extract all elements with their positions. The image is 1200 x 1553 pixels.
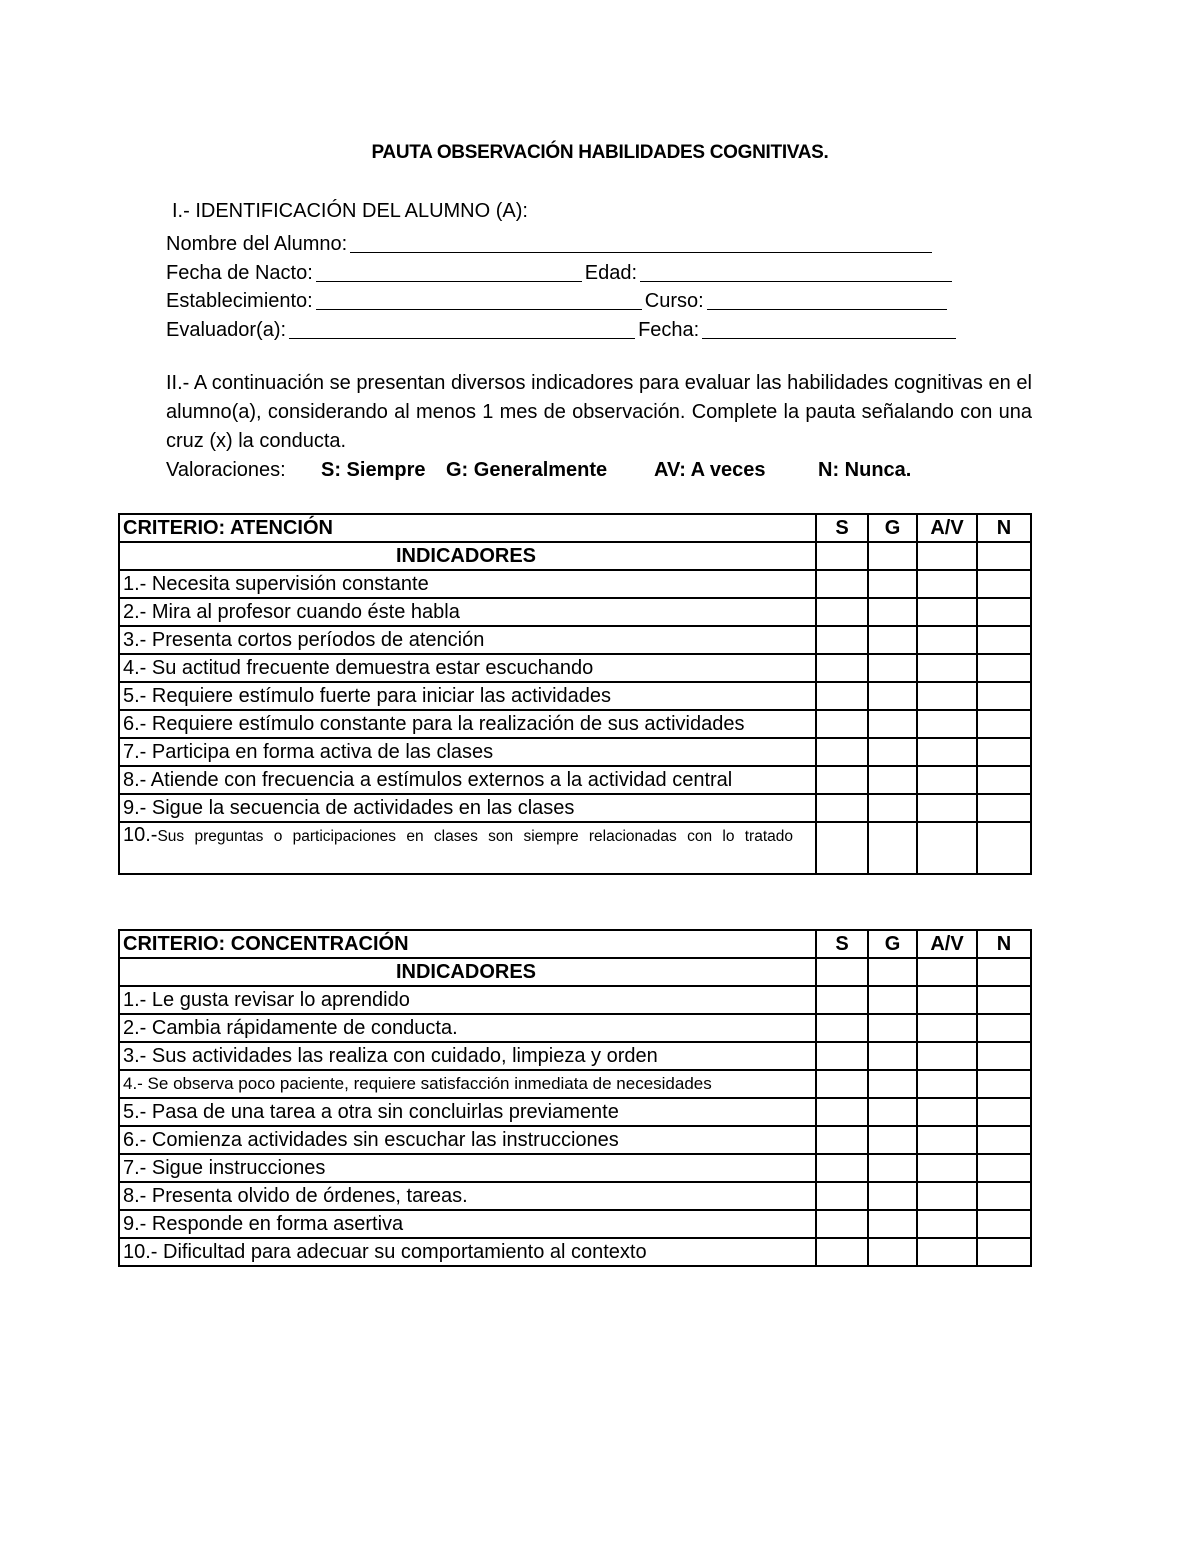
table-row: [119, 626, 1031, 654]
rating-cell[interactable]: [868, 1070, 917, 1098]
rating-cell[interactable]: [977, 822, 1031, 874]
rating-cell: [917, 542, 977, 570]
birth-date-field[interactable]: [316, 261, 582, 282]
rating-cell: [816, 958, 868, 986]
rating-cell[interactable]: [917, 738, 977, 766]
concentration-table: [118, 929, 1032, 1267]
rating-cell[interactable]: [816, 766, 868, 794]
rating-cell[interactable]: [816, 1014, 868, 1042]
page-title: PAUTA OBSERVACIÓN HABILIDADES COGNITIVAS.: [371, 142, 829, 163]
rating-cell[interactable]: [917, 822, 977, 874]
col-av: A/V: [917, 514, 977, 542]
indicator-text: 9.- Sigue la secuencia de actividades en las clases: [119, 794, 816, 822]
rating-cell[interactable]: [816, 822, 868, 874]
rating-cell[interactable]: [816, 738, 868, 766]
rating-cell[interactable]: [868, 1210, 917, 1238]
indicator-text: 1.- Necesita supervisión constante: [119, 570, 816, 598]
table-row: [119, 986, 1031, 1014]
rating-cell[interactable]: [868, 570, 917, 598]
rating-cell[interactable]: [816, 1210, 868, 1238]
rating-cell[interactable]: [816, 794, 868, 822]
rating-cell[interactable]: [816, 1126, 868, 1154]
rating-cell[interactable]: [917, 766, 977, 794]
rating-cell[interactable]: [917, 1238, 977, 1266]
rating-cell: [917, 958, 977, 986]
table-row: [119, 1042, 1031, 1070]
rating-cell[interactable]: [977, 710, 1031, 738]
rating-cell[interactable]: [917, 710, 977, 738]
rating-cell[interactable]: [977, 598, 1031, 626]
rating-cell[interactable]: [868, 682, 917, 710]
rating-cell[interactable]: [868, 1154, 917, 1182]
rating-cell[interactable]: [816, 1070, 868, 1098]
col-av: A/V: [917, 930, 977, 958]
table-row: [119, 1238, 1031, 1266]
table-row: [119, 682, 1031, 710]
indicator-text: 3.- Presenta cortos períodos de atención: [119, 626, 816, 654]
attention-criterion: CRITERIO: ATENCIÓN: [119, 514, 816, 542]
col-n: N: [977, 930, 1031, 958]
rating-cell[interactable]: [816, 570, 868, 598]
indicator-text: 6.- Requiere estímulo constante para la realización de sus actividades: [119, 710, 816, 738]
indicator-text: 2.- Mira al profesor cuando éste habla: [119, 598, 816, 626]
course-label: Curso:: [644, 290, 704, 312]
indicator-text: 5.- Requiere estímulo fuerte para iniciar las actividades: [119, 682, 816, 710]
course-field[interactable]: [707, 289, 947, 310]
rating-cell[interactable]: [977, 1126, 1031, 1154]
table-row: [119, 822, 1031, 874]
concentration-criterion: CRITERIO: CONCENTRACIÓN: [119, 930, 816, 958]
rating-s: S: Siempre: [321, 459, 426, 481]
rating-cell[interactable]: [917, 794, 977, 822]
indicator-text: 9.- Responde en forma asertiva: [119, 1210, 816, 1238]
school-label: Establecimiento:: [166, 290, 313, 312]
rating-cell: [816, 542, 868, 570]
student-name-field[interactable]: [350, 232, 932, 253]
rating-cell[interactable]: [917, 654, 977, 682]
rating-cell[interactable]: [816, 710, 868, 738]
rating-g: G: Generalmente: [446, 459, 608, 481]
indicator-number: 10.-: [123, 824, 158, 846]
rating-cell[interactable]: [977, 1014, 1031, 1042]
indicator-text: 1.- Le gusta revisar lo aprendido: [119, 986, 816, 1014]
rating-cell[interactable]: [868, 598, 917, 626]
rating-cell[interactable]: [977, 794, 1031, 822]
rating-cell[interactable]: [917, 1098, 977, 1126]
rating-cell[interactable]: [868, 738, 917, 766]
date-label: Fecha:: [638, 319, 700, 341]
rating-cell[interactable]: [816, 1098, 868, 1126]
rating-cell[interactable]: [816, 654, 868, 682]
indicator-text: 3.- Sus actividades las realiza con cuidado, limpieza y orden: [119, 1042, 816, 1070]
rating-cell[interactable]: [977, 738, 1031, 766]
rating-cell[interactable]: [816, 986, 868, 1014]
date-field[interactable]: [702, 318, 956, 339]
rating-cell[interactable]: [917, 1070, 977, 1098]
rating-cell[interactable]: [917, 1154, 977, 1182]
indicator-text: 8.- Atiende con frecuencia a estímulos externos a la actividad central: [119, 766, 816, 794]
attention-table: [118, 513, 1032, 875]
table-row: [119, 1182, 1031, 1210]
birth-date-label: Fecha de Nacto:: [166, 262, 313, 284]
col-g: G: [868, 930, 917, 958]
rating-cell[interactable]: [868, 1182, 917, 1210]
rating-cell[interactable]: [917, 1042, 977, 1070]
table-row: [119, 766, 1031, 794]
table-row: [119, 794, 1031, 822]
rating-cell[interactable]: [977, 1210, 1031, 1238]
age-field[interactable]: [640, 261, 952, 282]
table-row: [119, 710, 1031, 738]
rating-cell[interactable]: [977, 1182, 1031, 1210]
rating-cell[interactable]: [868, 1238, 917, 1266]
table-row: [119, 570, 1031, 598]
rating-cell[interactable]: [977, 1098, 1031, 1126]
rating-cell[interactable]: [816, 682, 868, 710]
rating-cell[interactable]: [977, 1070, 1031, 1098]
rating-cell[interactable]: [917, 1126, 977, 1154]
rating-cell[interactable]: [917, 682, 977, 710]
table-row: [119, 1210, 1031, 1238]
rating-cell[interactable]: [917, 1014, 977, 1042]
table-row: [119, 738, 1031, 766]
school-row: [166, 285, 950, 313]
rating-cell[interactable]: [816, 626, 868, 654]
rating-cell[interactable]: [816, 1238, 868, 1266]
rating-cell[interactable]: [917, 986, 977, 1014]
indicator-text: 8.- Presenta olvido de órdenes, tareas.: [119, 1182, 816, 1210]
table-row: [119, 1014, 1031, 1042]
rating-cell[interactable]: [868, 1126, 917, 1154]
student-name-row: [166, 228, 935, 256]
indicator-text: 5.- Pasa de una tarea a otra sin concluirlas previamente: [119, 1098, 816, 1126]
rating-cell[interactable]: [868, 710, 917, 738]
table-row: [119, 1154, 1031, 1182]
rating-cell[interactable]: [977, 1042, 1031, 1070]
indicator-text: 7.- Sigue instrucciones: [119, 1154, 816, 1182]
indicators-header-row: [119, 542, 1031, 570]
rating-cell[interactable]: [868, 1098, 917, 1126]
rating-cell[interactable]: [917, 570, 977, 598]
table-header-row: [119, 930, 1031, 958]
instructions-text: II.- A continuación se presentan diversos indicadores para evaluar las habilidades cognitivas en el alumno(a), considerando al menos 1 mes de observación. Complete la pauta señalando con una cruz (x) la conducta.: [166, 372, 1032, 452]
col-s: S: [816, 930, 868, 958]
rating-cell[interactable]: [868, 794, 917, 822]
rating-cell[interactable]: [816, 1182, 868, 1210]
rating-cell[interactable]: [977, 626, 1031, 654]
ratings-legend: [166, 456, 912, 485]
identification-heading: I.- IDENTIFICACIÓN DEL ALUMNO (A):: [172, 200, 528, 222]
col-s: S: [816, 514, 868, 542]
col-n: N: [977, 514, 1031, 542]
rating-cell[interactable]: [977, 1238, 1031, 1266]
rating-cell[interactable]: [868, 822, 917, 874]
indicators-header-row: [119, 958, 1031, 986]
indicator-text: [119, 822, 816, 874]
ratings-label: Valoraciones:: [166, 459, 286, 481]
rating-cell[interactable]: [977, 766, 1031, 794]
rating-cell: [868, 542, 917, 570]
table-row: [119, 598, 1031, 626]
rating-cell[interactable]: [868, 986, 917, 1014]
rating-cell[interactable]: [816, 1154, 868, 1182]
table-header-row: [119, 514, 1031, 542]
table-row: [119, 1070, 1031, 1098]
rating-cell[interactable]: [868, 766, 917, 794]
rating-av: AV: A veces: [654, 459, 766, 481]
rating-cell[interactable]: [977, 986, 1031, 1014]
rating-cell[interactable]: [868, 1042, 917, 1070]
rating-cell: [977, 542, 1031, 570]
table-row: [119, 654, 1031, 682]
indicator-text: 7.- Participa en forma activa de las clases: [119, 738, 816, 766]
evaluator-label: Evaluador(a):: [166, 319, 287, 341]
rating-cell: [868, 958, 917, 986]
rating-cell[interactable]: [868, 626, 917, 654]
table-row: [119, 1126, 1031, 1154]
rating-cell[interactable]: [816, 1042, 868, 1070]
indicator-text: 6.- Comienza actividades sin escuchar las instrucciones: [119, 1126, 816, 1154]
rating-cell[interactable]: [816, 598, 868, 626]
indicator-text: 4.- Se observa poco paciente, requiere satisfacción inmediata de necesidades: [119, 1070, 816, 1098]
rating-cell: [977, 958, 1031, 986]
rating-cell[interactable]: [977, 654, 1031, 682]
rating-cell[interactable]: [868, 654, 917, 682]
student-name-label: Nombre del Alumno:: [166, 233, 348, 255]
rating-cell[interactable]: [977, 570, 1031, 598]
rating-cell[interactable]: [977, 682, 1031, 710]
school-field[interactable]: [316, 289, 642, 310]
indicator-body: Sus preguntas o participaciones en clases son siempre relacionadas con lo tratado: [157, 828, 793, 845]
rating-cell[interactable]: [917, 626, 977, 654]
rating-cell[interactable]: [977, 1154, 1031, 1182]
rating-cell[interactable]: [917, 598, 977, 626]
rating-n: N: Nunca.: [818, 459, 912, 481]
birth-date-row: [166, 257, 955, 285]
table-row: [119, 1098, 1031, 1126]
age-label: Edad:: [584, 262, 638, 284]
evaluator-row: [166, 314, 959, 342]
rating-cell[interactable]: [917, 1182, 977, 1210]
indicators-header: INDICADORES: [119, 542, 816, 570]
indicator-text: 4.- Su actitud frecuente demuestra estar escuchando: [119, 654, 816, 682]
col-g: G: [868, 514, 917, 542]
indicators-header: INDICADORES: [119, 958, 816, 986]
indicator-text: 10.- Dificultad para adecuar su comportamiento al contexto: [119, 1238, 816, 1266]
rating-cell[interactable]: [868, 1014, 917, 1042]
rating-cell[interactable]: [917, 1210, 977, 1238]
indicator-text: 2.- Cambia rápidamente de conducta.: [119, 1014, 816, 1042]
evaluator-field[interactable]: [289, 318, 635, 339]
